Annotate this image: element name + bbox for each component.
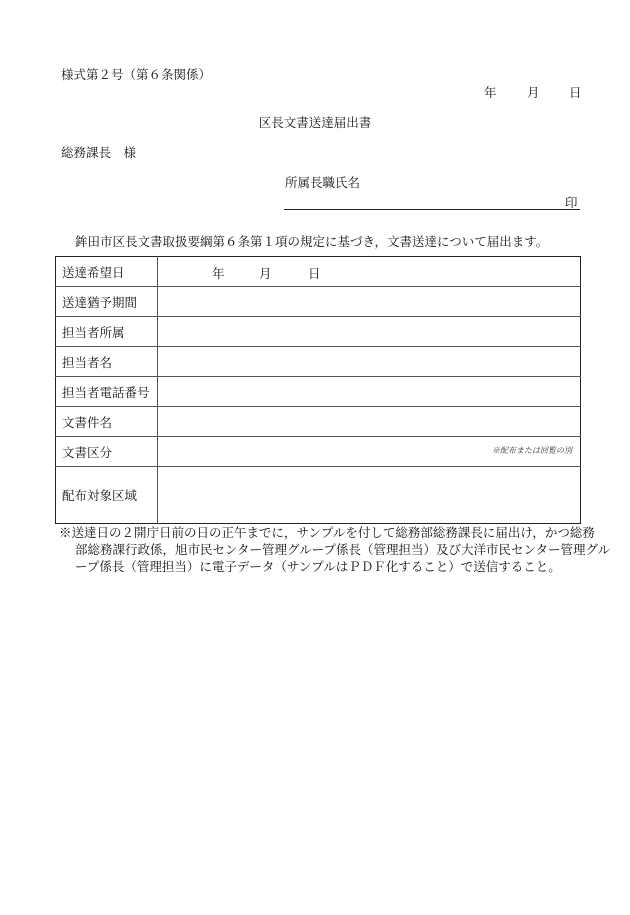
sender-name-label: 所属長職氏名 — [285, 175, 361, 190]
footnote — [59, 524, 611, 575]
row-label: 配布対象区域 — [56, 467, 158, 524]
footnote-line: 部総務課行政係，旭市民センター管理グループ係長（管理担当）及び大洋市民センター管理グル — [75, 542, 611, 557]
field-month-label: 月 — [259, 266, 272, 281]
document-category-field[interactable] — [158, 437, 581, 467]
table-row — [56, 437, 581, 467]
table-row — [56, 257, 581, 287]
date-year-label: 年 — [484, 85, 497, 100]
row-label: 文書件名 — [56, 407, 158, 437]
footnote-line: ※送達日の２開庁日前の日の正午までに，サンプルを付して総務部総務課長に届出け，かつ総務 — [59, 525, 595, 540]
seal-mark: 印 — [565, 195, 578, 210]
table-row — [56, 407, 581, 437]
table-row — [56, 287, 581, 317]
field-year-label: 年 — [212, 266, 225, 281]
signature-line — [284, 209, 580, 210]
footnote-line: ープ係長（管理担当）に電子データ（サンプルはＰＤＦ化すること）で送信すること。 — [75, 559, 561, 574]
desired-delivery-date-field[interactable] — [158, 257, 581, 287]
addressee: 総務課長 様 — [61, 145, 137, 160]
staff-name-field[interactable] — [158, 347, 581, 377]
row-label: 送達希望日 — [56, 257, 158, 287]
notification-form-table — [55, 256, 581, 524]
intro-statement: 鉾田市区長文書取扱要綱第６条第１項の規定に基づき，文書送達について届出ます。 — [75, 234, 549, 249]
document-subject-field[interactable] — [158, 407, 581, 437]
row-label: 文書区分 — [56, 437, 158, 467]
row-label: 担当者所属 — [56, 317, 158, 347]
date-month-label: 月 — [527, 85, 540, 100]
row-label: 担当者電話番号 — [56, 377, 158, 407]
table-row — [56, 467, 581, 524]
date-day-label: 日 — [569, 85, 582, 100]
document-title: 区長文書送達届出書 — [258, 115, 372, 130]
table-row — [56, 377, 581, 407]
grace-period-field[interactable] — [158, 287, 581, 317]
distribution-area-field[interactable] — [158, 467, 581, 524]
row-label: 送達猶予期間 — [56, 287, 158, 317]
category-note: ※配布または回覧の別 — [492, 446, 572, 455]
staff-department-field[interactable] — [158, 317, 581, 347]
row-label: 担当者名 — [56, 347, 158, 377]
staff-phone-field[interactable] — [158, 377, 581, 407]
field-day-label: 日 — [308, 266, 321, 281]
table-row — [56, 317, 581, 347]
form-number: 様式第２号（第６条関係） — [61, 67, 212, 82]
table-row — [56, 347, 581, 377]
